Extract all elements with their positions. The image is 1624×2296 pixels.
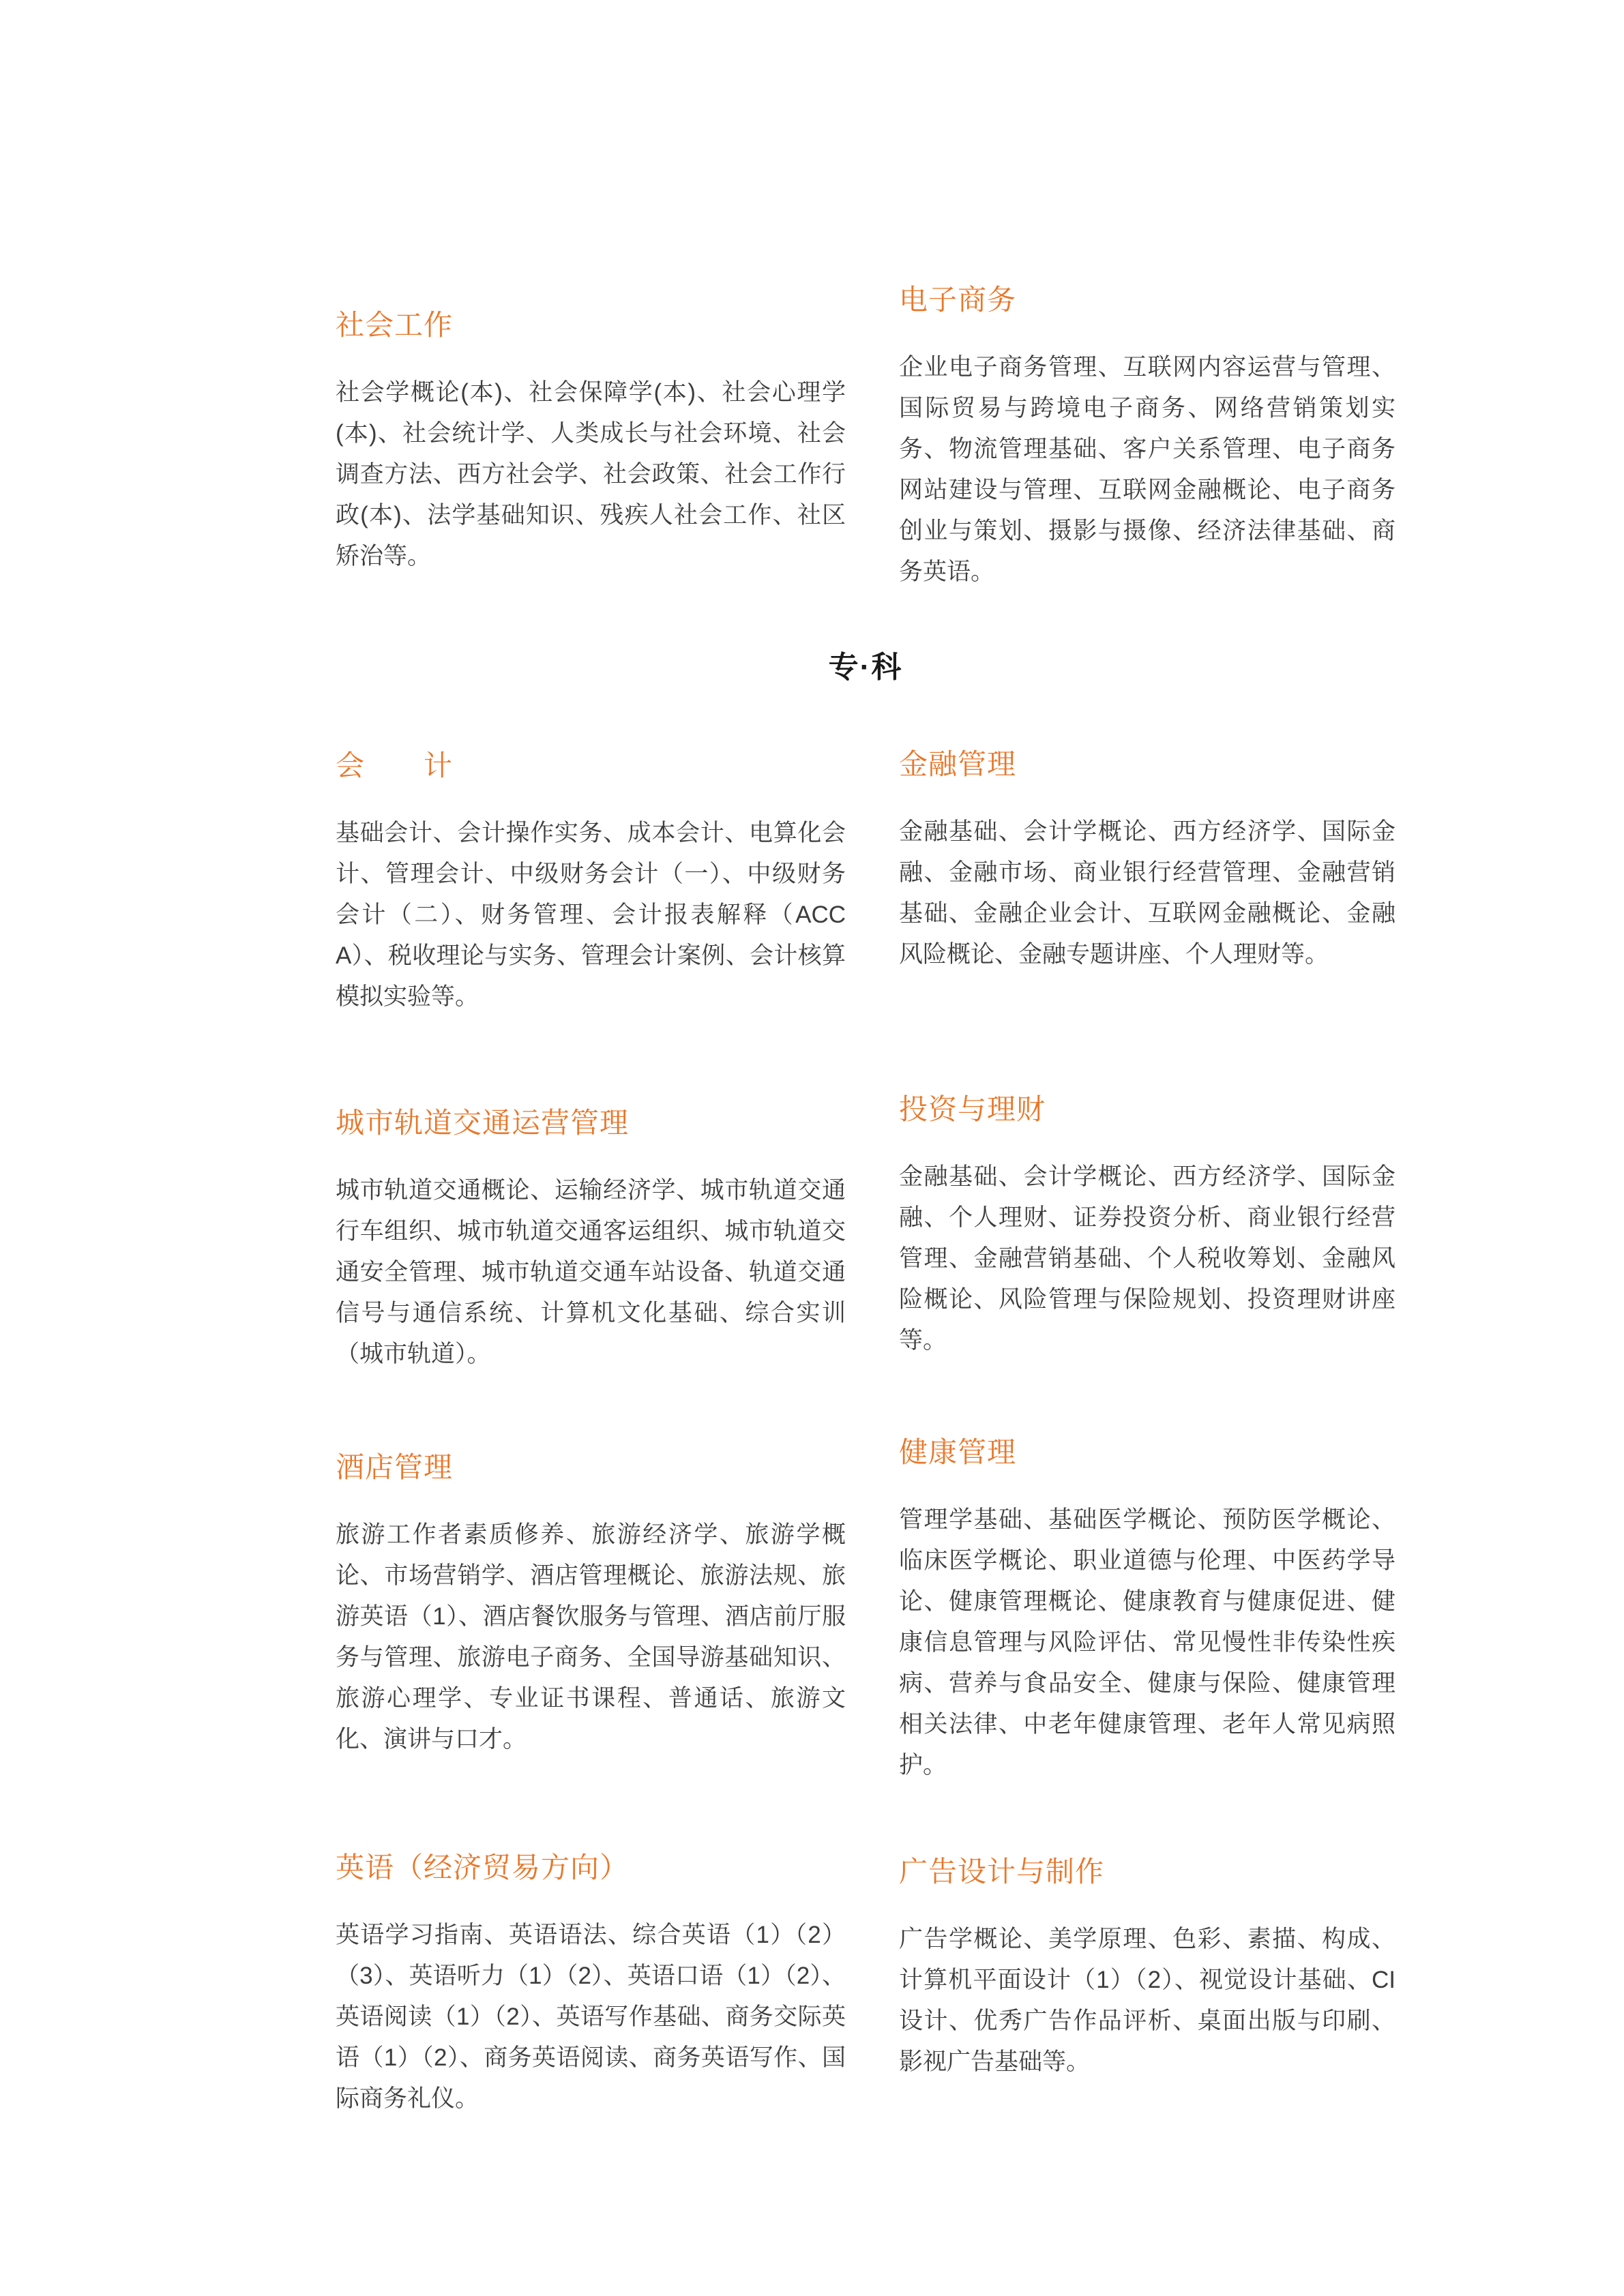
section-title: 广告设计与制作 [899, 1855, 1105, 1888]
section-investment-financing [899, 1091, 1396, 1361]
section-accounting [336, 747, 846, 1017]
section-title: 电子商务 [899, 284, 1017, 316]
section-health-management [899, 1434, 1396, 1786]
section-hotel-management [336, 1449, 846, 1760]
section-advertising-design [899, 1853, 1396, 2083]
section-course-list: 基础会计、会计操作实务、成本会计、电算化会计、管理会计、中级财务会计（一）、中级财务会计（二）、财务管理、会计报表解释（ACCA）、税收理论与实务、管理会计案例、会计核算模拟实验等。 [336, 820, 846, 1010]
section-english-economy-trade [336, 1849, 846, 2119]
section-urban-rail-transit [336, 1105, 846, 1375]
section-financial-management [899, 746, 1396, 975]
section-title: 健康管理 [899, 1436, 1017, 1468]
section-e-commerce [899, 282, 1396, 593]
section-course-list: 英语学习指南、英语语法、综合英语（1）（2）（3）、英语听力（1）（2）、英语口语（1）（2）、英语阅读（1）（2）、英语写作基础、商务交际英语（1）（2）、商务英语阅读、商务英语写作、国际商务礼仪。 [336, 1922, 846, 2112]
section-title: 酒店管理 [336, 1451, 454, 1483]
level-divider-zhuanke: 专·科 [828, 651, 903, 684]
section-title: 投资与理财 [899, 1093, 1046, 1125]
section-course-list: 金融基础、会计学概论、西方经济学、国际金融、金融市场、商业银行经营管理、金融营销基础、金融企业会计、互联网金融概论、金融风险概论、金融专题讲座、个人理财等。 [899, 818, 1396, 968]
section-title: 英语（经济贸易方向） [336, 1851, 630, 1883]
section-course-list: 社会学概论(本)、社会保障学(本)、社会心理学(本)、社会统计学、人类成长与社会环境、社会调查方法、西方社会学、社会政策、社会工作行政(本)、法学基础知识、残疾人社会工作、社区矫治等。 [336, 379, 846, 569]
section-course-list: 城市轨道交通概论、运输经济学、城市轨道交通行车组织、城市轨道交通客运组织、城市轨道交通安全管理、城市轨道交通车站设备、轨道交通信号与通信系统、计算机文化基础、综合实训（城市轨道）。 [336, 1177, 846, 1367]
section-social-work [336, 307, 846, 577]
section-title: 金融管理 [899, 748, 1017, 780]
section-title: 会 计 [336, 749, 454, 781]
section-course-list: 旅游工作者素质修养、旅游经济学、旅游学概论、市场营销学、酒店管理概论、旅游法规、旅游英语（1）、酒店餐饮服务与管理、酒店前厅服务与管理、旅游电子商务、全国导游基础知识、旅游心理学、专业证书课程、普通话、旅游文化、演讲与口才。 [336, 1521, 846, 1753]
section-course-list: 金融基础、会计学概论、西方经济学、国际金融、个人理财、证券投资分析、商业银行经营管理、金融营销基础、个人税收筹划、金融风险概论、风险管理与保险规划、投资理财讲座等。 [899, 1163, 1396, 1354]
section-title: 城市轨道交通运营管理 [336, 1107, 630, 1139]
section-title: 社会工作 [336, 309, 454, 341]
section-course-list: 企业电子商务管理、互联网内容运营与管理、国际贸易与跨境电子商务、网络营销策划实务、物流管理基础、客户关系管理、电子商务网站建设与管理、互联网金融概论、电子商务创业与策划、摄影与摄像、经济法律基础、商务英语。 [899, 354, 1396, 585]
section-course-list: 广告学概论、美学原理、色彩、素描、构成、计算机平面设计（1）（2）、视觉设计基础、CI 设计、优秀广告作品评析、桌面出版与印刷、影视广告基础等。 [899, 1926, 1396, 2075]
section-course-list: 管理学基础、基础医学概论、预防医学概论、临床医学概论、职业道德与伦理、中医药学导论、健康管理概论、健康教育与健康促进、健康信息管理与风险评估、常见慢性非传染性疾病、营养与食品安全、健康与保险、健康管理相关法律、中老年健康管理、老年人常见病照护。 [899, 1506, 1396, 1778]
